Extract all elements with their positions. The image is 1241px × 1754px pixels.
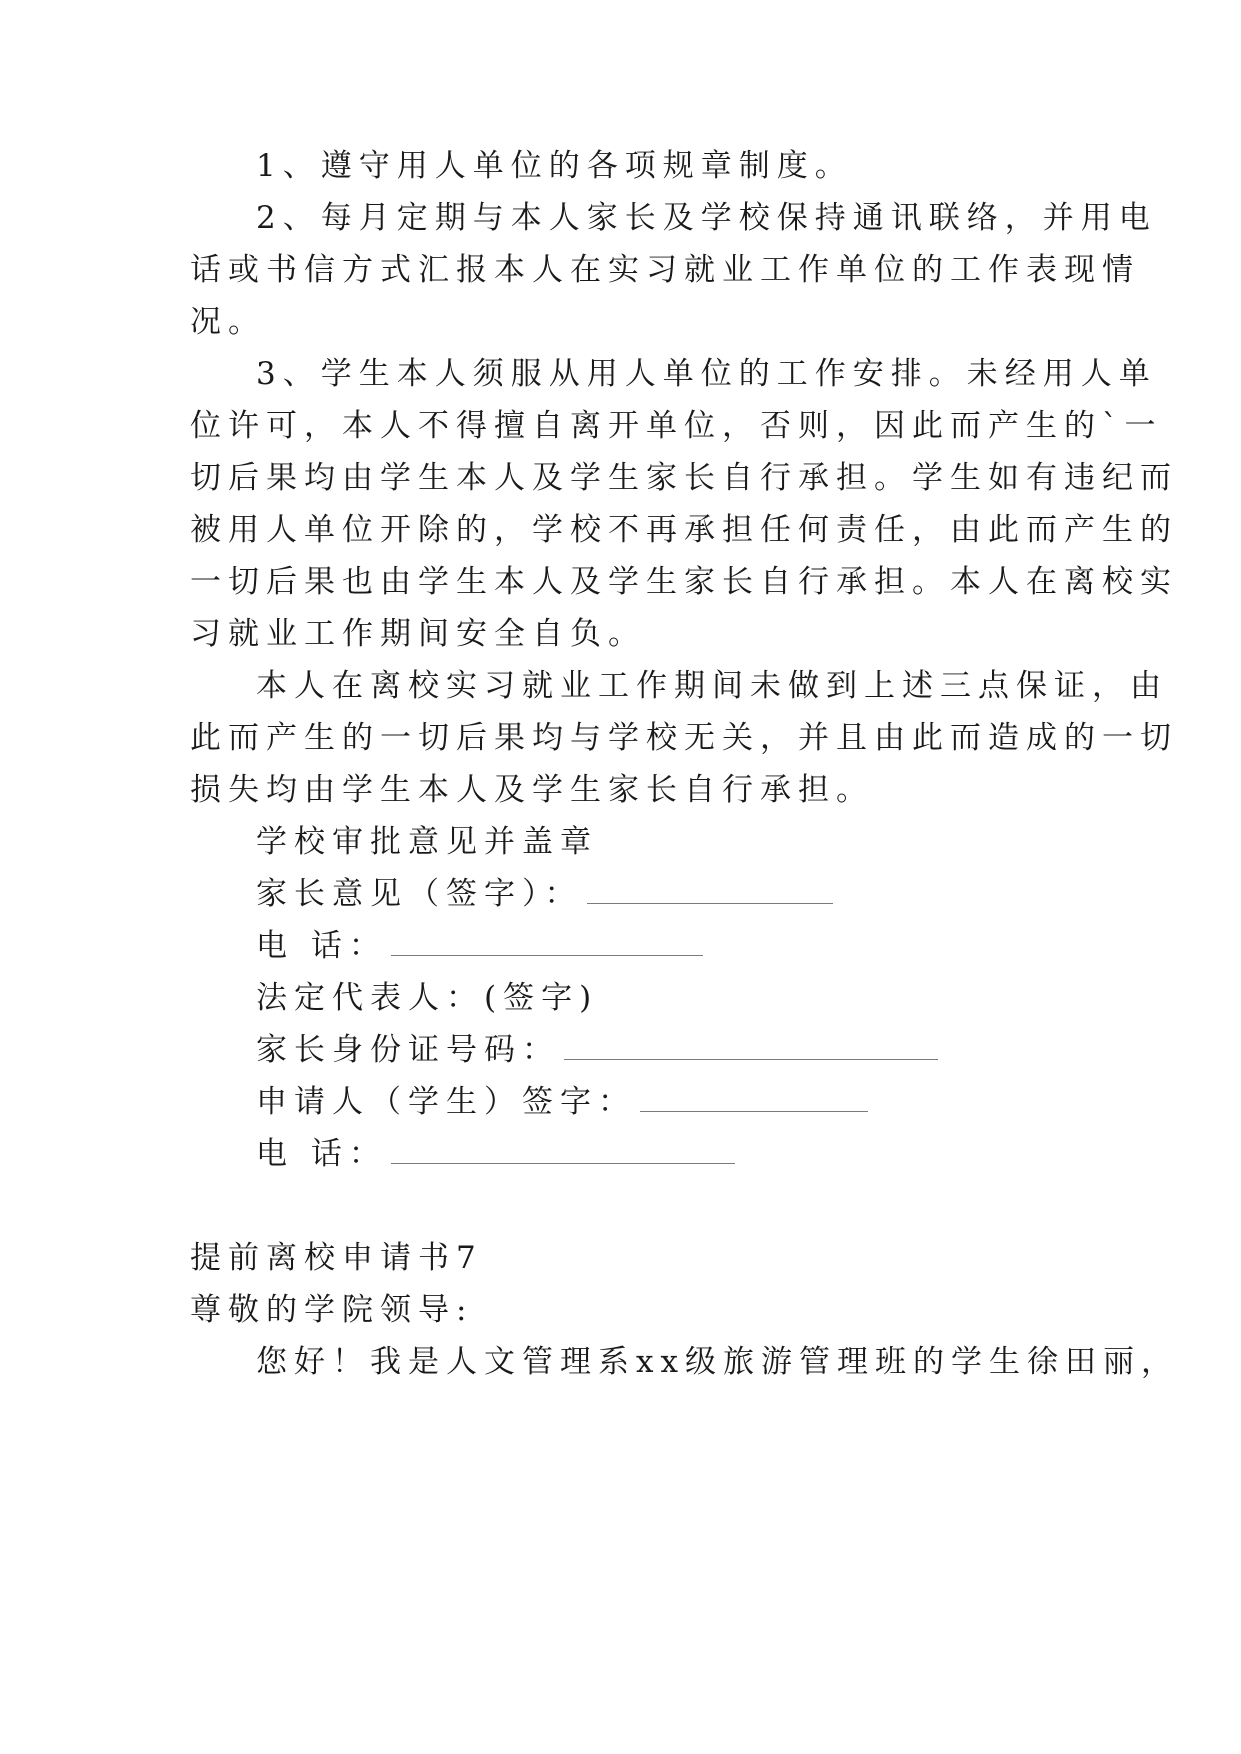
phone-label-2: 电 话： xyxy=(256,1136,387,1172)
phone-blank-2[interactable] xyxy=(391,1137,735,1164)
school-approval-label: 学校审批意见并盖章 xyxy=(256,824,598,860)
paragraph-2-line-3: 况。 xyxy=(190,304,266,340)
paragraph-3-line-3: 切后果均由学生本人及学生家长自行承担。学生如有违纪而 xyxy=(190,460,1178,496)
opening-line: 您好！我是人文管理系xx级旅游管理班的学生徐田丽， xyxy=(256,1344,1179,1380)
paragraph-3-line-2: 位许可，本人不得擅自离开单位，否则，因此而产生的`一 xyxy=(190,408,1163,444)
parent-opinion-row xyxy=(256,874,833,914)
phone-row-1 xyxy=(256,926,703,966)
parent-signature-blank[interactable] xyxy=(587,877,833,904)
legal-rep-label: 法定代表人：(签字) xyxy=(256,980,599,1016)
phone-row-2 xyxy=(256,1134,735,1174)
applicant-label: 申请人（学生）签字： xyxy=(256,1084,636,1120)
paragraph-1-line-1: 1、遵守用人单位的各项规章制度。 xyxy=(256,148,853,184)
parent-id-label: 家长身份证号码： xyxy=(256,1032,560,1068)
parent-id-row xyxy=(256,1030,938,1070)
parent-id-blank[interactable] xyxy=(564,1033,938,1060)
salutation: 尊敬的学院领导: xyxy=(190,1292,474,1328)
paragraph-3-line-6: 习就业工作期间安全自负。 xyxy=(190,616,646,652)
section-title: 提前离校申请书7 xyxy=(190,1240,483,1276)
paragraph-4-line-3: 损失均由学生本人及学生家长自行承担。 xyxy=(190,772,874,808)
paragraph-4-line-1: 本人在离校实习就业工作期间未做到上述三点保证，由 xyxy=(256,668,1168,704)
applicant-row xyxy=(256,1082,868,1122)
applicant-signature-blank[interactable] xyxy=(640,1085,868,1112)
paragraph-3-line-5: 一切后果也由学生本人及学生家长自行承担。本人在离校实 xyxy=(190,564,1178,600)
parent-opinion-label: 家长意见（签字）： xyxy=(256,876,583,912)
paragraph-3-line-1: 3、学生本人须服从用人单位的工作安排。未经用人单 xyxy=(256,356,1157,392)
paragraph-2-line-1: 2、每月定期与本人家长及学校保持通讯联络，并用电 xyxy=(256,200,1157,236)
paragraph-3-line-4: 被用人单位开除的，学校不再承担任何责任，由此而产生的 xyxy=(190,512,1178,548)
paragraph-4-line-2: 此而产生的一切后果均与学校无关，并且由此而造成的一切 xyxy=(190,720,1178,756)
phone-label-1: 电 话： xyxy=(256,928,387,964)
phone-blank-1[interactable] xyxy=(391,929,703,956)
paragraph-2-line-2: 话或书信方式汇报本人在实习就业工作单位的工作表现情 xyxy=(190,252,1140,288)
